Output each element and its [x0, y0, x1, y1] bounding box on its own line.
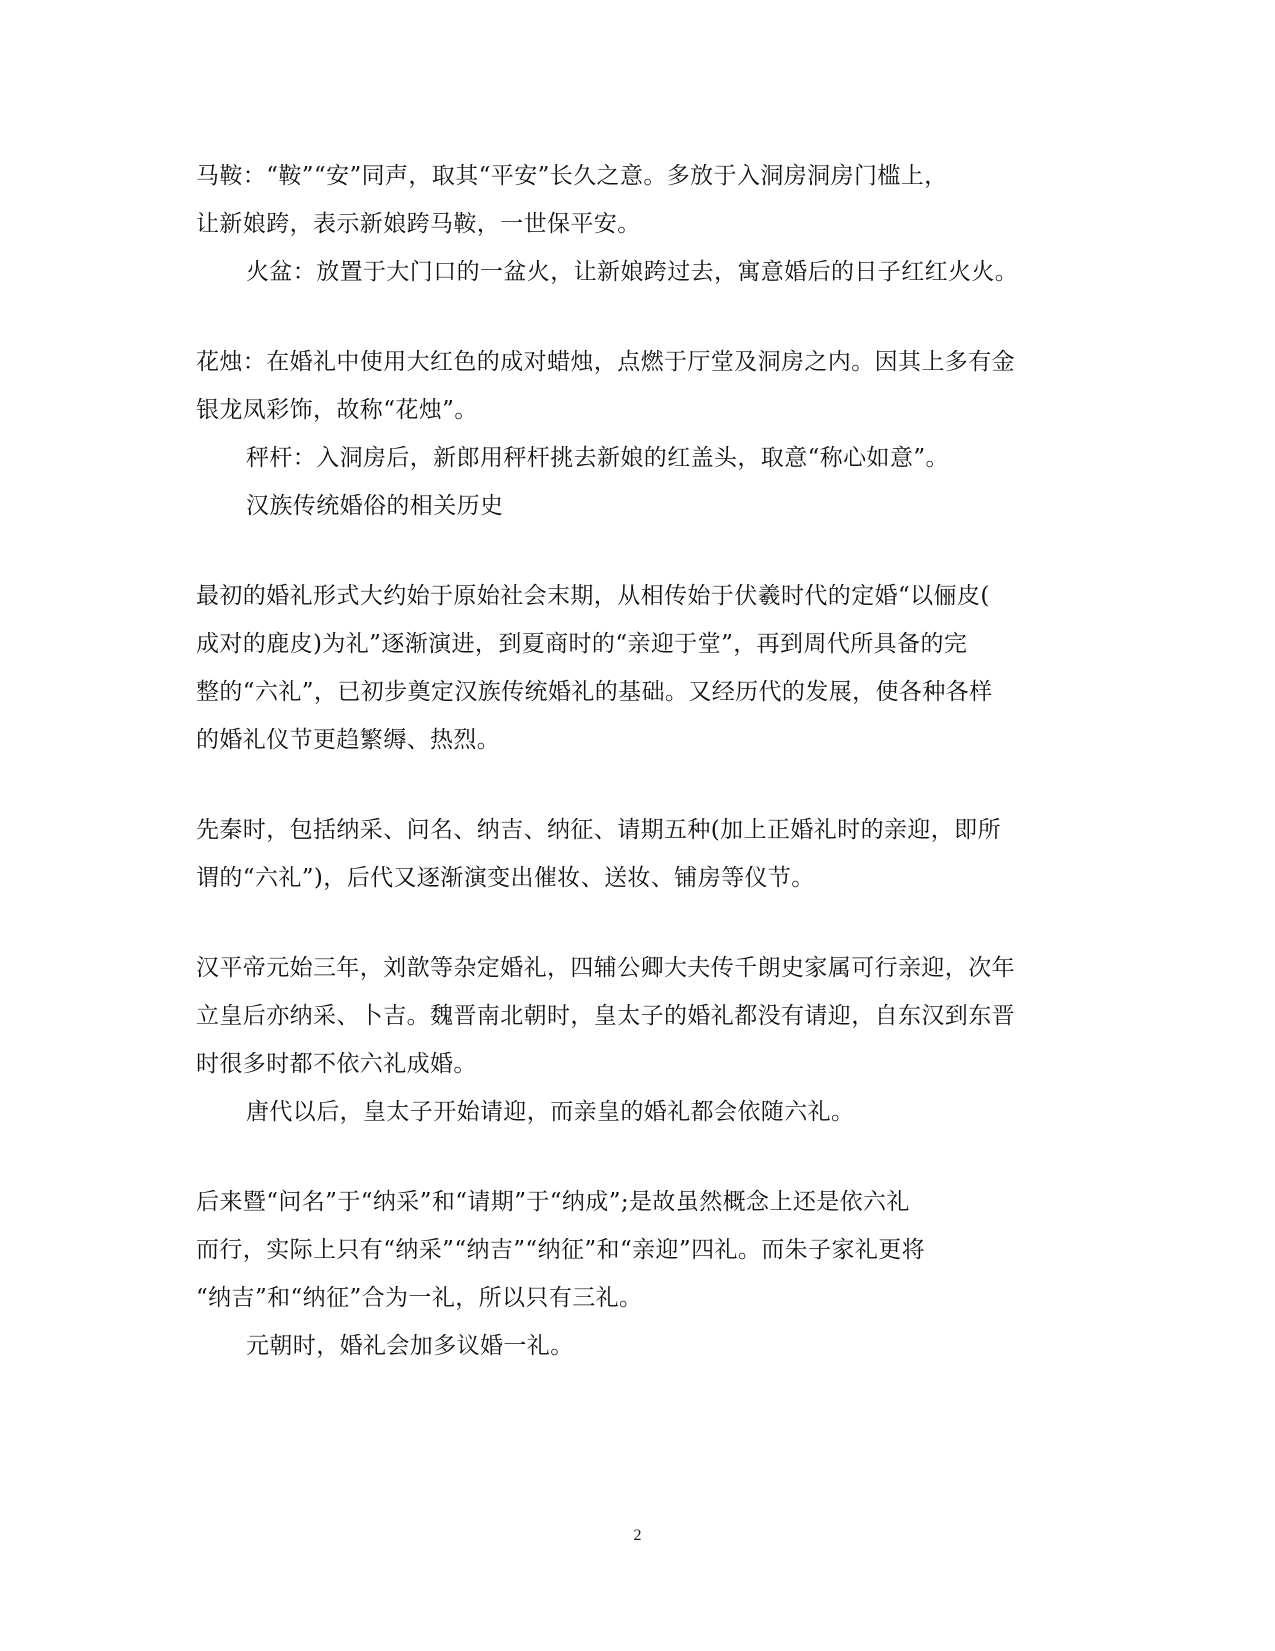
text-line: 而行，实际上只有“纳采”“纳吉”“纳征”和“亲迎”四礼。而朱子家礼更将 [196, 1237, 926, 1263]
text-line: 立皇后亦纳采、卜吉。魏晋南北朝时，皇太子的婚礼都没有请迎，自东汉到东晋 [196, 1003, 1015, 1029]
text-line: 马鞍：“鞍”“安”同声，取其“平安”长久之意。多放于入洞房洞房门槛上， [196, 163, 948, 189]
text-line: 银龙凤彩饰，故称“花烛”。 [196, 397, 478, 423]
text-line: 谓的“六礼”)，后代又逐渐演变出催妆、送妆、铺房等仪节。 [196, 865, 815, 891]
page-number: 2 [633, 1527, 642, 1544]
text-line: 秤杆：入洞房后，新郎用秤杆挑去新娘的红盖头，取意“称心如意”。 [246, 445, 949, 471]
section-heading: 汉族传统婚俗的相关历史 [246, 493, 504, 519]
text-line: 的婚礼仪节更趋繁缛、热烈。 [196, 727, 501, 753]
text-line: 汉平帝元始三年，刘歆等杂定婚礼，四辅公卿大夫传千朗史家属可行亲迎，次年 [196, 955, 1015, 981]
text-line: 让新娘跨，表示新娘跨马鞍，一世保平安。 [196, 211, 641, 237]
text-line: 后来暨“问名”于“纳采”和“请期”于“纳成”;是故虽然概念上还是依六礼 [196, 1189, 910, 1215]
text-line: 整的“六礼”，已初步奠定汉族传统婚礼的基础。又经历代的发展，使各种各样 [196, 679, 993, 705]
text-line: “纳吉”和“纳征”合为一礼，所以只有三礼。 [196, 1285, 643, 1311]
text-line: 花烛：在婚礼中使用大红色的成对蜡烛，点燃于厅堂及洞房之内。因其上多有金 [196, 349, 1015, 375]
text-line: 先秦时，包括纳采、问名、纳吉、纳征、请期五种(加上正婚礼时的亲迎，即所 [196, 817, 1001, 843]
text-line: 最初的婚礼形式大约始于原始社会末期，从相传始于伏羲时代的定婚“以俪皮( [196, 583, 990, 609]
text-line: 时很多时都不依六礼成婚。 [196, 1051, 477, 1077]
text-line: 成对的鹿皮)为礼”逐渐演进，到夏商时的“亲迎于堂”，再到周代所具备的完 [196, 631, 968, 657]
text-line: 火盆：放置于大门口的一盆火，让新娘跨过去，寓意婚后的日子红红火火。 [246, 259, 1019, 285]
text-line: 唐代以后，皇太子开始请迎，而亲皇的婚礼都会依随六礼。 [246, 1099, 855, 1125]
text-line: 元朝时，婚礼会加多议婚一礼。 [246, 1333, 574, 1359]
